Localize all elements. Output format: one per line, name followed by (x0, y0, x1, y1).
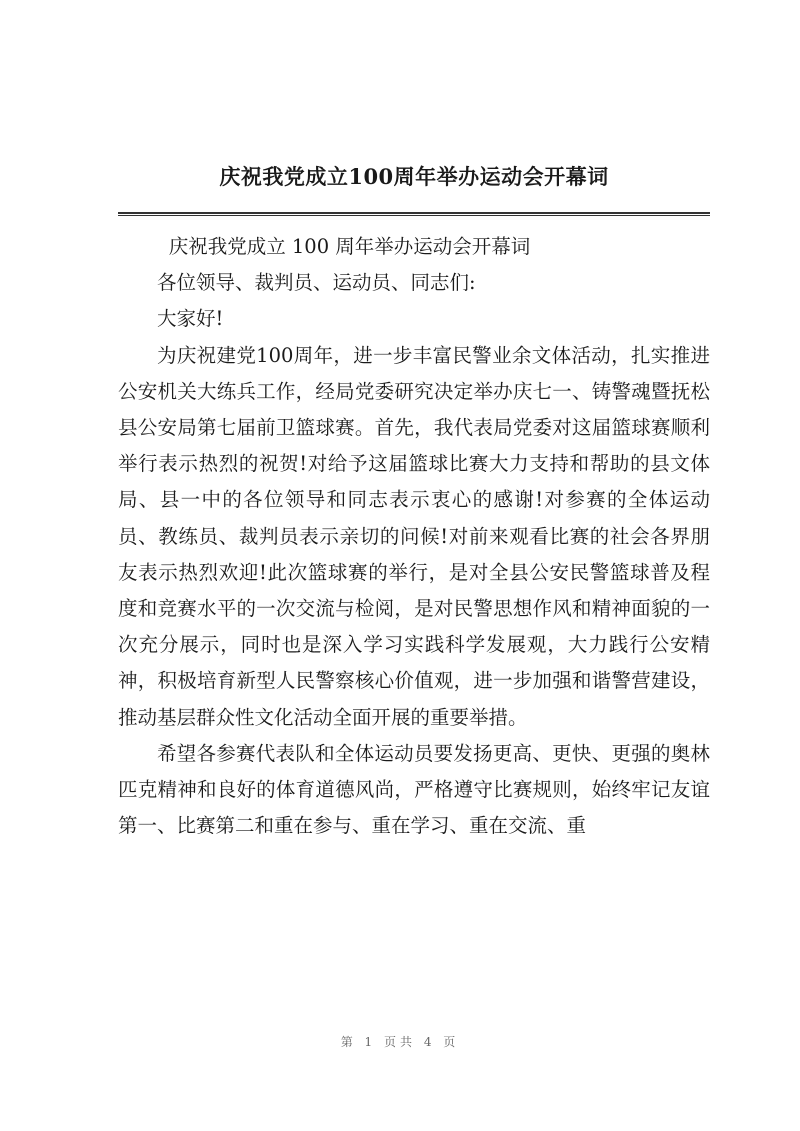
page-number-footer: 第 1 页共 4 页 (340, 1035, 460, 1049)
greeting: 大家好! (157, 307, 224, 331)
title-divider (118, 212, 710, 216)
salutation: 各位领导、裁判员、运动员、同志们: (157, 271, 476, 295)
document-subtitle: 庆祝我党成立 100 周年举办运动会开幕词 (168, 235, 531, 258)
document-body (118, 229, 710, 844)
page-title: 庆祝我党成立100周年举办运动会开幕词 (219, 164, 609, 189)
body-paragraph: 希望各参赛代表队和全体运动员要发扬更高、更快、更强的奥林匹克精神和良好的体育道德风尚，严格遵守比赛规则，始终牢记友谊第一、比赛第二和重在参与、重在学习、重在交流、重 (118, 741, 710, 838)
body-paragraph: 为庆祝建党100周年，进一步丰富民警业余文体活动，扎实推进公安机关大练兵工作，经局党委研究决定举办庆七一、铸警魂暨抚松县公安局第七届前卫篮球赛。首先，我代表局党委对这届篮球赛顺利举行表示热烈的祝贺!对给予这届篮球比赛大力支持和帮助的县文体局、县一中的各位领导和同志表示衷心的感谢!对参赛的全体运动员、教练员、裁判员表示亲切的问候!对前来观看比赛的社会各界朋友表示热烈欢迎!此次篮球赛的举行，是对全县公安民警篮球普及程度和竞赛水平的一次交流与检阅，是对民警思想作风和精神面貌的一次充分展示，同时也是深入学习实践科学发展观，大力践行公安精神，积极培育新型人民警察核心价值观，进一步加强和谐警营建设，推动基层群众性文化活动全面开展的重要举措。 (118, 343, 710, 729)
page-header (118, 160, 710, 216)
